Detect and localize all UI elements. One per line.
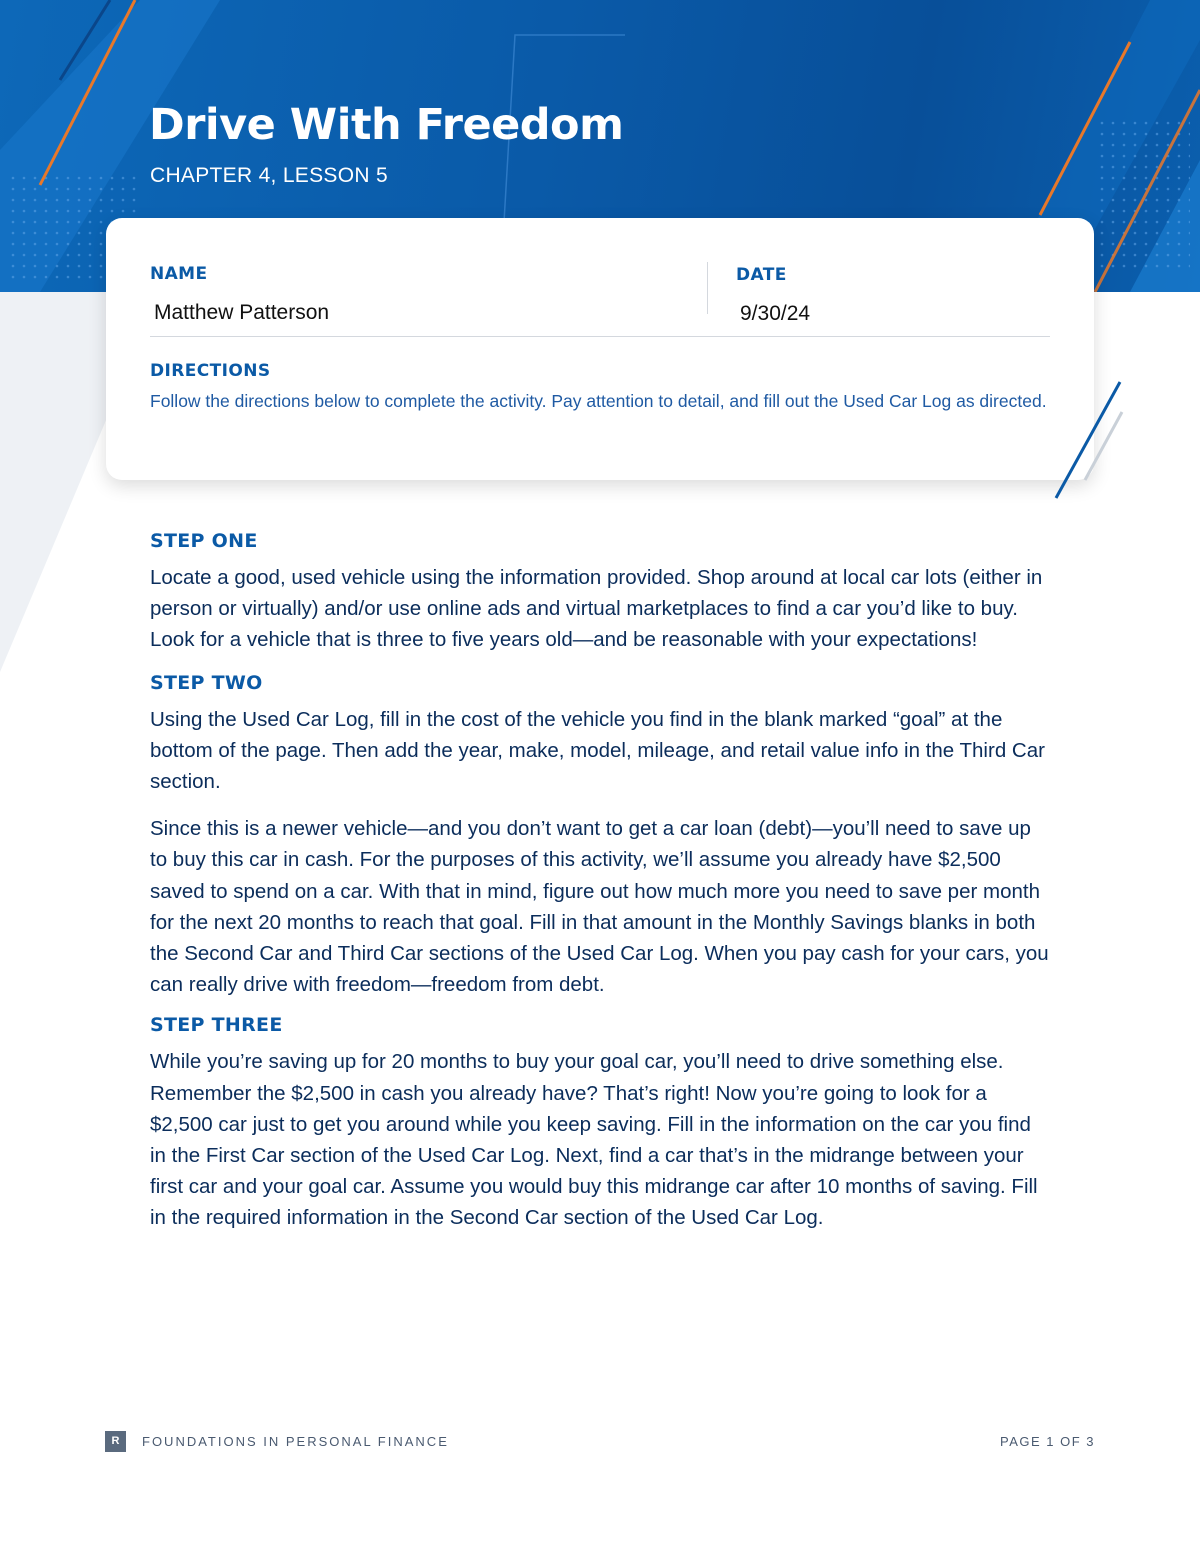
step-three-heading: STEP THREE: [150, 1014, 283, 1037]
page-title: Drive With Freedom: [149, 100, 624, 150]
card-accent-decoration: [1040, 370, 1130, 510]
step-one-section: [150, 530, 1052, 656]
step-two-section: [150, 672, 1052, 1001]
field-divider: [707, 262, 708, 314]
ramsey-logo-icon: R: [105, 1431, 126, 1452]
page-number: PAGE 1 OF 3: [999, 1434, 1095, 1449]
date-label: DATE: [736, 265, 787, 285]
directions-label: DIRECTIONS: [150, 361, 271, 381]
info-card: [106, 218, 1094, 480]
name-label: NAME: [150, 264, 208, 284]
step-two-heading: STEP TWO: [150, 671, 263, 694]
step-three-section: [150, 1014, 1052, 1233]
date-field[interactable]: 9/30/24: [740, 302, 811, 325]
step-one-paragraph: Locate a good, used vehicle using the information provided. Shop around at local car lots (either in person or virtually) and/or use online ads and virtual marketplaces to find a car you’d like to buy. Look for a vehicle that is three to five years old—and be reasonable with your expectations!: [150, 566, 1043, 652]
step-one-heading: STEP ONE: [150, 530, 258, 552]
directions-text: Follow the directions below to complete the activity. Pay attention to detail, and fill out the Used Car Log as directed.: [150, 391, 1047, 411]
chapter-lesson-subtitle: CHAPTER 4, LESSON 5: [150, 164, 388, 187]
step-two-paragraph-1: Using the Used Car Log, fill in the cost of the vehicle you find in the blank marked “goal” at the bottom of the page. Then add the year, make, model, mileage, and retail value info in the Third Car section.: [150, 707, 1045, 794]
step-two-paragraph-2: Since this is a newer vehicle—and you don’t want to get a car loan (debt)—you’ll need to save up to buy this car in cash. For the purposes of this activity, we’ll assume you already have $2,500 saved to spend on a car. With that in mind, figure out how much more you need to save per month for the next 20 months to reach that goal. Fill in that amount in the Monthly Savings blanks in both the Second Car and Third Car sections of the Used Car Log. When you pay cash for your cars, you can really drive with freedom—freedom from debt.: [150, 817, 1049, 997]
instructions-content: [150, 530, 1052, 1250]
step-three-paragraph: While you’re saving up for 20 months to buy your goal car, you’ll need to drive something else. Remember the $2,500 in cash you already have? That’s right! Now you’re going to look for a $2,500 car just to get you around while you keep saving. Fill in the information on the car you find in the First Car section of the Used Car Log. Next, find a car that’s in the midrange between your first car and your goal car. Assume you would buy this midrange car after 10 months of saving. Fill in the required information in the Second Car section of the Used Car Log.: [150, 1050, 1038, 1230]
footer-course-title: FOUNDATIONS IN PERSONAL FINANCE: [142, 1434, 449, 1449]
name-field[interactable]: Matthew Patterson: [154, 301, 330, 324]
card-divider: [150, 336, 1050, 337]
